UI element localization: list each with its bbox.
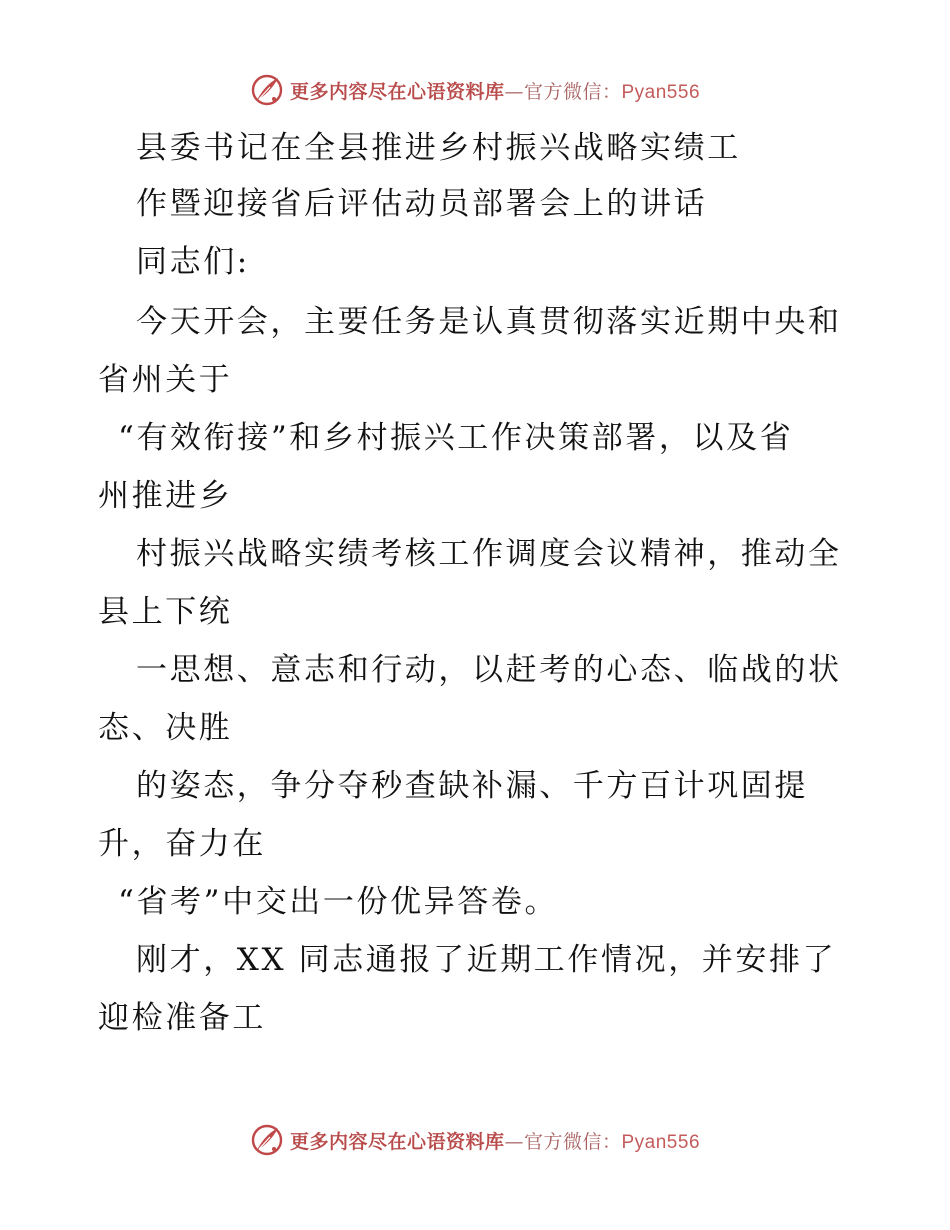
paragraph-line: 省州关于	[98, 362, 233, 398]
paragraph-line: 一思想、意志和行动，以赶考的心态、临战的状	[136, 652, 842, 688]
paragraph-line: 升，奋力在	[98, 826, 266, 862]
document-title-line-2: 作暨迎接省后评估动员部署会上的讲话	[136, 186, 708, 222]
paragraph-line: 县上下统	[98, 594, 233, 630]
banner-dash: —	[504, 80, 524, 103]
paragraph-line: 的姿态，争分夺秒查缺补漏、千方百计巩固提	[136, 768, 808, 804]
header-banner	[0, 70, 950, 110]
quill-logo-icon	[250, 73, 284, 107]
paragraph-line: 今天开会，主要任务是认真贯彻落实近期中央和	[136, 304, 842, 340]
banner-dash: —	[504, 1130, 524, 1153]
footer-banner	[0, 1120, 950, 1160]
paragraph-line: “省考”中交出一份优异答卷。	[118, 884, 559, 920]
document-title-line-1: 县委书记在全县推进乡村振兴战略实绩工	[136, 130, 741, 166]
banner-wechat-id: Pyan556	[621, 1131, 701, 1153]
banner-site-text: 更多内容尽在心语资料库	[289, 80, 505, 103]
banner-site-text: 更多内容尽在心语资料库	[289, 1130, 505, 1153]
banner-wechat-label: 官方微信：	[523, 80, 622, 103]
paragraph-line: 态、决胜	[98, 710, 233, 746]
banner-wechat-label: 官方微信：	[523, 1130, 622, 1153]
paragraph-line: 迎检准备工	[98, 1000, 266, 1036]
paragraph-line: 村振兴战略实绩考核工作调度会议精神，推动全	[136, 536, 842, 572]
salutation: 同志们:	[136, 244, 250, 280]
banner-wechat-id: Pyan556	[621, 81, 701, 103]
paragraph-line: 刚才，XX 同志通报了近期工作情况，并安排了	[136, 942, 837, 978]
quill-logo-icon	[250, 1123, 284, 1157]
paragraph-line: 州推进乡	[98, 478, 233, 514]
paragraph-line: “有效衔接”和乡村振兴工作决策部署，以及省	[118, 420, 794, 456]
